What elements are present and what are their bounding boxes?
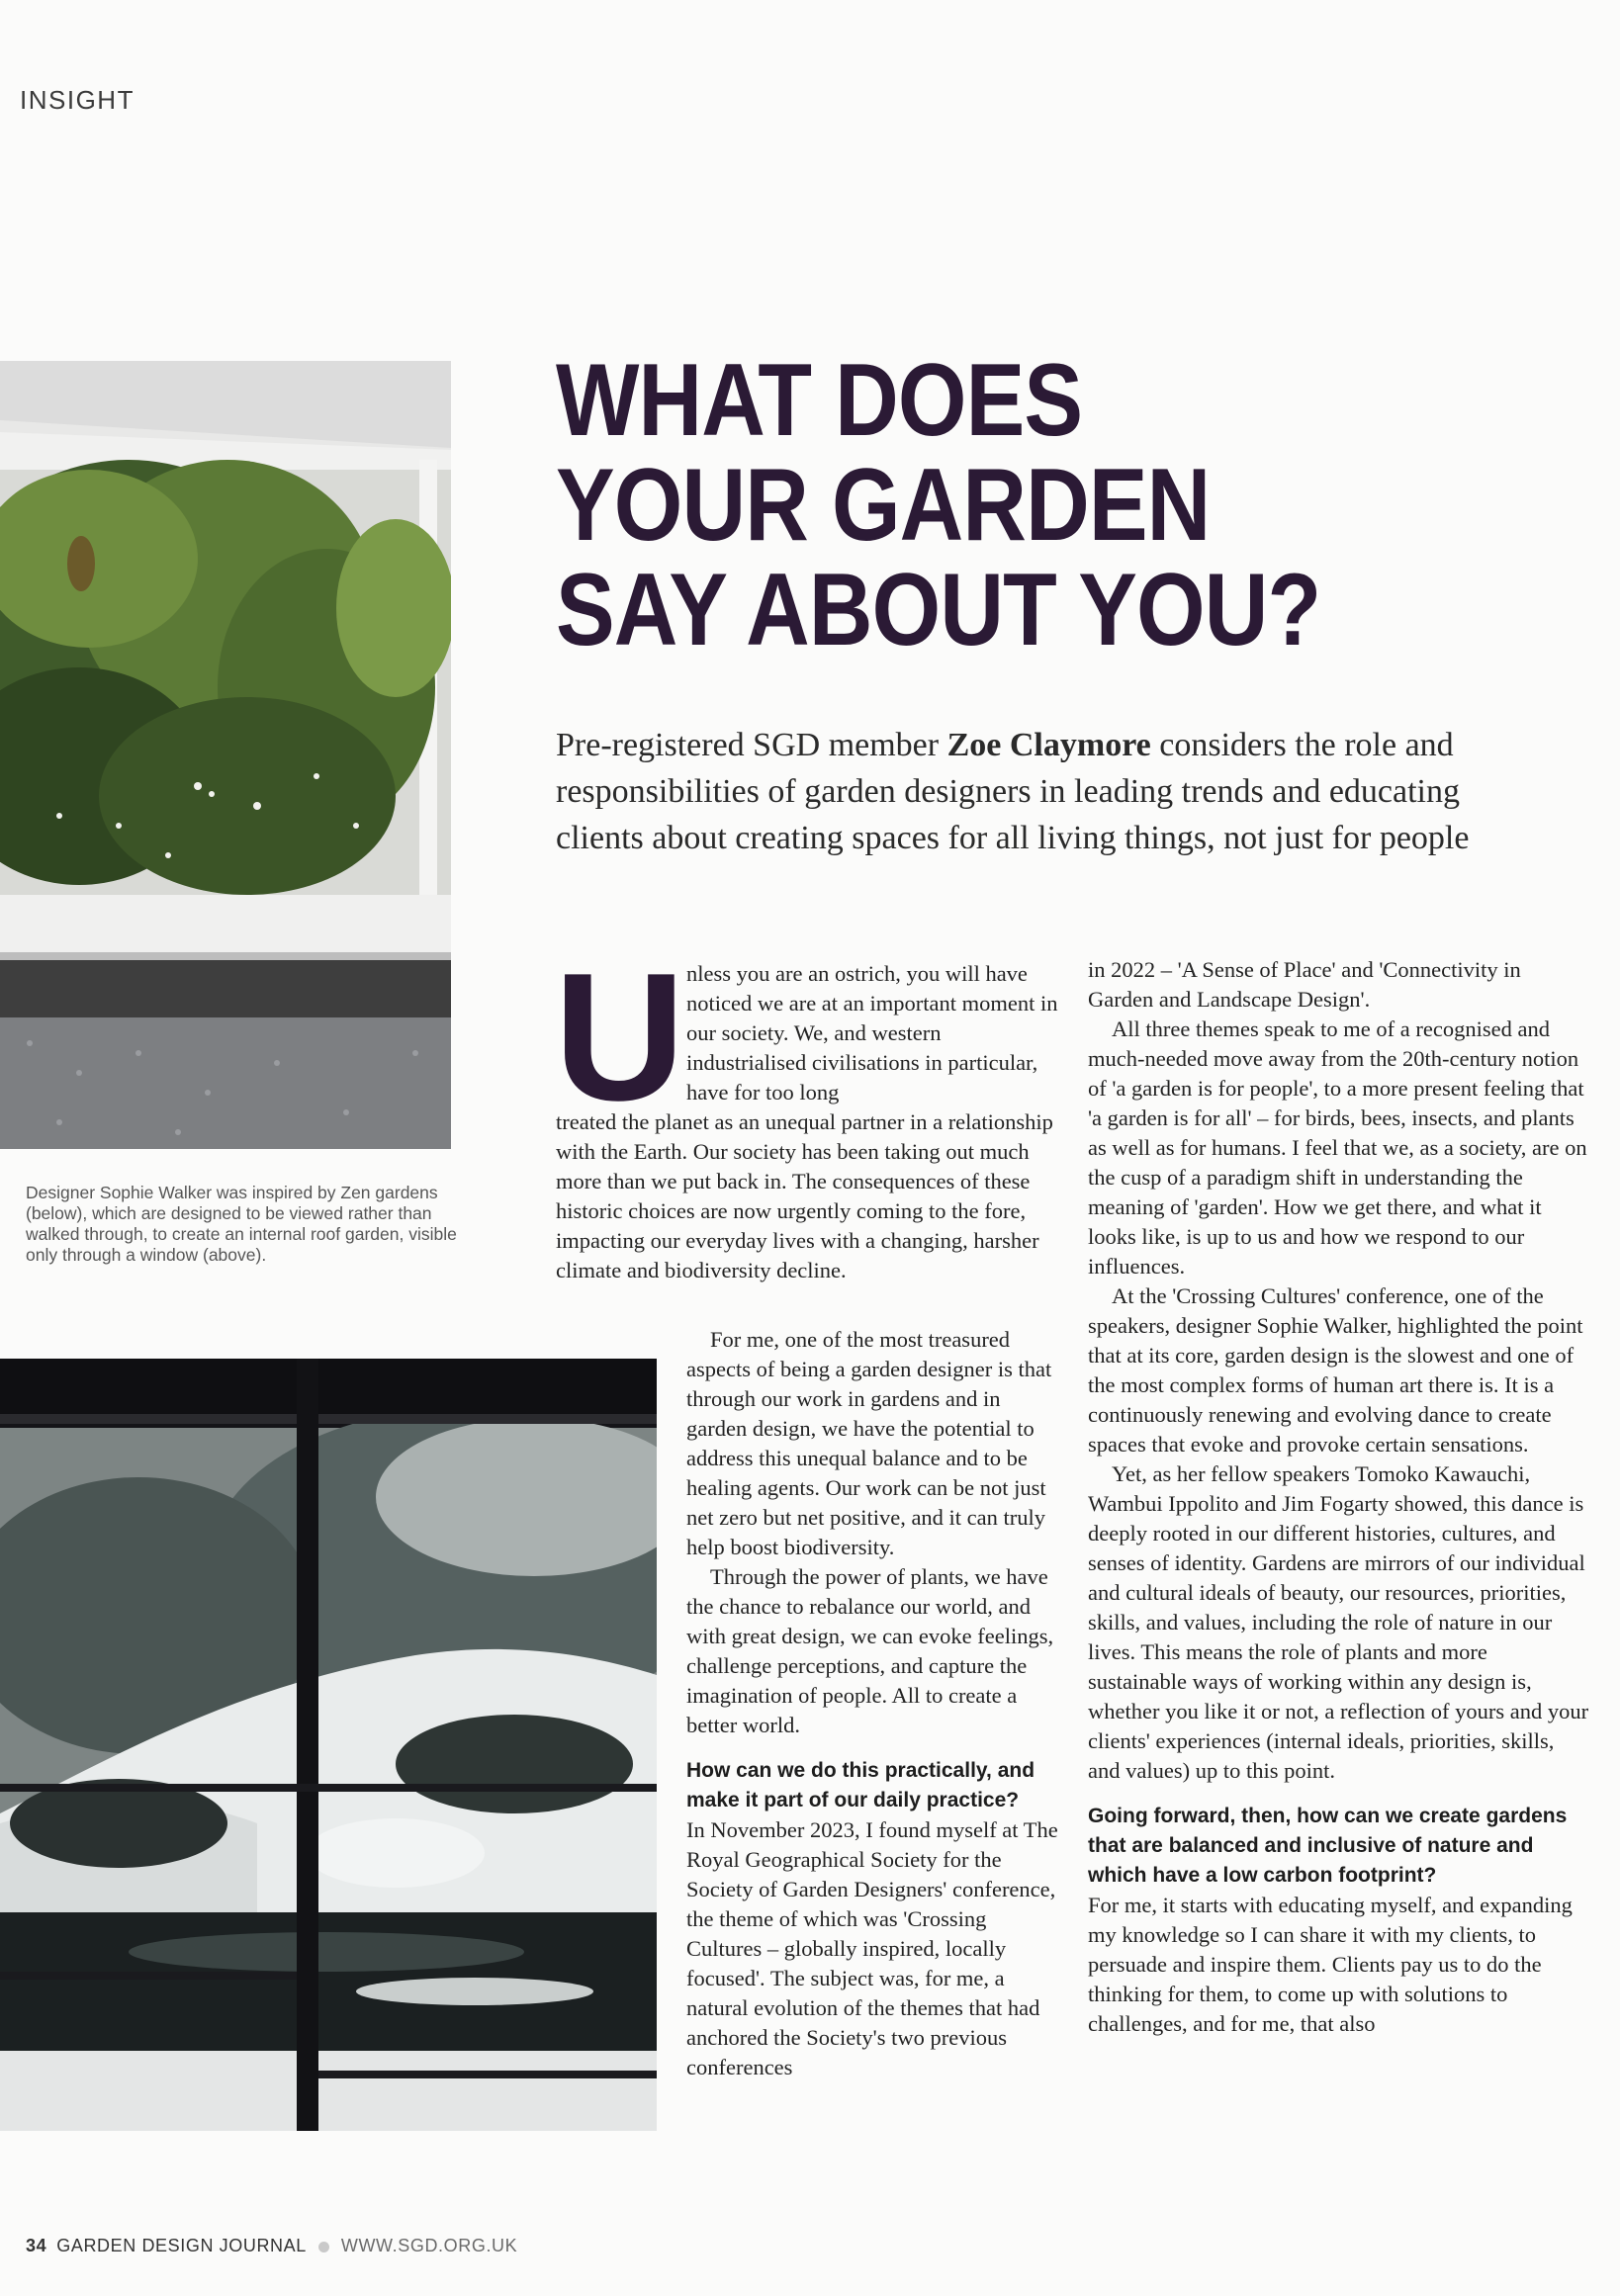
paragraph-three-themes: All three themes speak to me of a recognised and much-needed move away from the 20th-century notion of 'a garden is for people', to a more present feeling that 'a garden is for all' – for birds, bees, insects, and plants as well as for humans. I feel that we, as a society, are on the cusp of a paradigm shift in understanding the meaning of 'garden'. How we get there, and what it looks like, is up to us and how we respond to our influences.	[1088, 1016, 1587, 1279]
paragraph-educating: For me, it starts with educating myself, and expanding my knowledge so I can share it with my clients, to persuade and inspire them. Clients pay us to do the thinking for them, to come up with solutions to challenges, and for me, that also	[1088, 1893, 1573, 2036]
headline-line-1: WHAT DOES	[556, 343, 1083, 458]
website-url: WWW.SGD.ORG.UK	[340, 2236, 518, 2255]
section-label: INSIGHT	[20, 85, 135, 115]
column-1-lower	[686, 1325, 1062, 2082]
zen-garden-illustration	[0, 1359, 657, 2131]
intro-paragraph: nless you are an ostrich, you will have noticed we are at an important moment in our society. We, and western industrialised civilisations in particular, have for too long	[686, 961, 1058, 1104]
paragraph-treasured: For me, one of the most treasured aspects of being a garden designer is that through our work in gardens and in garden design, we have the potential to address this unequal balance and to be healing agents. Our work can be not just net zero but net positive, and it can truly help boost biodiversity.	[686, 1327, 1052, 1559]
column-1-intro	[686, 959, 1062, 1107]
separator-dot-icon	[318, 2242, 329, 2252]
publication-name: GARDEN DESIGN JOURNAL	[56, 2236, 307, 2255]
headline	[556, 343, 1458, 667]
photo-caption: Designer Sophie Walker was inspired by Zen gardens (below), which are designed to be viewed rather than walked through, to create an internal roof garden, visible only through a window (above).	[26, 1183, 457, 1265]
zen-garden-photo	[0, 1359, 657, 2131]
subhead-practically: How can we do this practically, and make it part of our daily practice?	[686, 1759, 1035, 1811]
headline-line-3: SAY ABOUT YOU?	[556, 553, 1321, 667]
author-name: Zoe Claymore	[946, 727, 1151, 763]
page-number: 34	[26, 2236, 47, 2255]
paragraph-crossing-cultures: At the 'Crossing Cultures' conference, one of the speakers, designer Sophie Walker, highlighted the point that at its core, garden design is the slowest and one of the most complex forms of human art there is. It is a continuously renewing and evolving dance to create spaces that evoke and provoke certain sensations.	[1088, 1283, 1583, 1457]
paragraph-fellow-speakers: Yet, as her fellow speakers Tomoko Kawauchi, Wambui Ippolito and Jim Fogarty showed, this dance is deeply rooted in our different histories, cultures, and senses of identity. Gardens are mirrors of our individual and cultural ideals of beauty, our resources, priorities, skills, and values, including the role of nature in our lives. This means the role of plants and more sustainable ways of working within any design is, whether you like it or not, a reflection of yours and your clients' experiences (internal ideals, priorities, skills, and values) up to this point.	[1088, 1461, 1589, 1783]
subhead-going-forward: Going forward, then, how can we create gardens that are balanced and inclusive of nature and which have a low carbon footprint?	[1088, 1805, 1568, 1887]
paragraph-power-of-plants: Through the power of plants, we have the chance to rebalance our world, and with great design, we can evoke feelings, challenge perceptions, and capture the imagination of people. All to create a better world.	[686, 1564, 1054, 1737]
column-2	[1088, 955, 1590, 2039]
drop-cap: U	[554, 934, 685, 1138]
standfirst-before: Pre-registered SGD member	[556, 727, 947, 763]
paragraph-2022: in 2022 – 'A Sense of Place' and 'Connectivity in Garden and Landscape Design'.	[1088, 957, 1521, 1012]
intro-paragraph-continued: treated the planet as an unequal partner in a relationship with the Earth. Our society has been taking out much more than we put back in. The consequences of these historic choices are now urgently coming to the fore, impacting our everyday lives with a changing, harsher climate and biodiversity decline.	[556, 1109, 1053, 1282]
standfirst-after: considers the role and responsibilities of garden designers in leading trends and educating clients about creating spaces for all living things, not just for people	[556, 727, 1470, 856]
headline-line-2: YOUR GARDEN	[556, 448, 1211, 563]
roof-garden-photo	[0, 361, 451, 1149]
paragraph-november: In November 2023, I found myself at The Royal Geographical Society for the Society of Garden Designers' conference, the theme of which was 'Crossing Cultures – globally inspired, locally focused'. The subject was, for me, a natural evolution of the themes that had anchored the Society's two previous conferences	[686, 1817, 1058, 2079]
standfirst	[556, 722, 1505, 861]
roof-garden-illustration	[0, 361, 451, 1149]
page-footer	[26, 2236, 517, 2256]
column-1-intro-rest	[556, 1107, 1062, 1285]
